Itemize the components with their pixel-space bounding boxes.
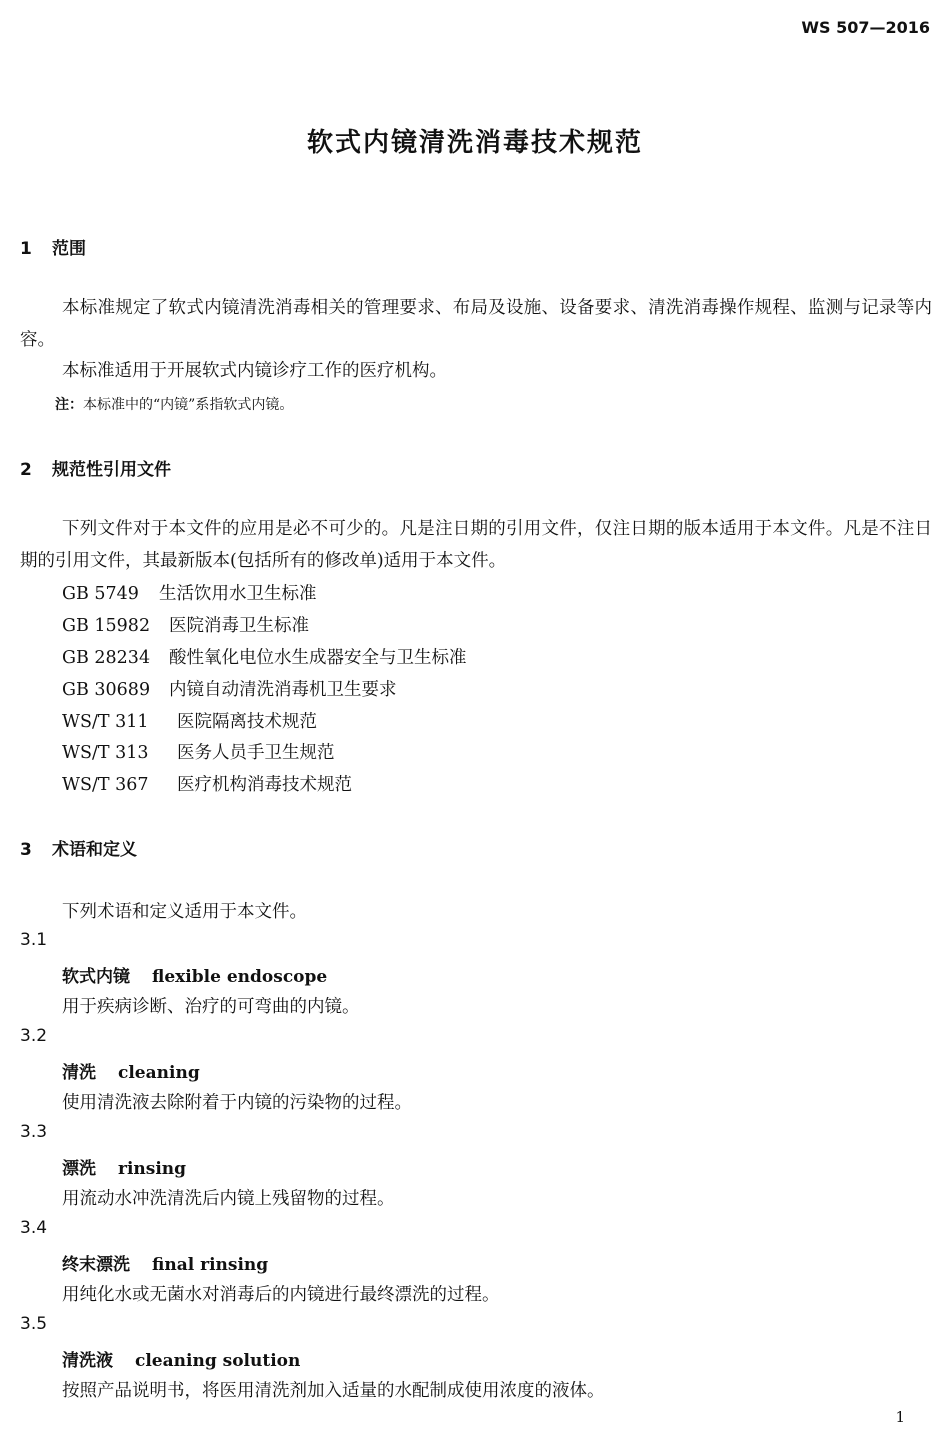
term-definition: 按照产品说明书，将医用清洗剂加入适量的水配制成使用浓度的液体。 (62, 1381, 605, 1401)
reference-title: 医务人员手卫生规范 (177, 743, 335, 763)
term-en: cleaning solution (135, 1351, 301, 1371)
reference-title: 医疗机构消毒技术规范 (177, 775, 352, 795)
normative-references-paragraph: 下列文件对于本文件的应用是必不可少的。凡是注日期的引用文件，仅注日期的版本适用于本文件。凡是不注日期的引用文件，其最新版本(包括所有的修改单)适用于本文件。 (20, 519, 932, 571)
term-number: 3.1 (20, 930, 48, 950)
terms-intro: 下列术语和定义适用于本文件。 (62, 902, 307, 922)
term-zh: 软式内镜 (62, 967, 130, 987)
reference-code: WS/T 311 (62, 712, 149, 732)
reference-item (62, 739, 335, 764)
reference-title: 内镜自动清洗消毒机卫生要求 (169, 680, 397, 700)
section-number: 1 (20, 239, 32, 259)
term-en: cleaning (118, 1063, 200, 1083)
term-heading (62, 1346, 300, 1371)
reference-code: WS/T 367 (62, 775, 149, 795)
reference-title: 医院隔离技术规范 (177, 712, 317, 732)
reference-item (62, 612, 309, 637)
term-definition: 使用清洗液去除附着于内镜的污染物的过程。 (62, 1093, 412, 1113)
term-number: 3.2 (20, 1026, 48, 1046)
term-definition: 用纯化水或无菌水对消毒后的内镜进行最终漂洗的过程。 (62, 1285, 500, 1305)
section-title: 范围 (52, 239, 86, 259)
section-number: 3 (20, 840, 32, 860)
section-title: 术语和定义 (52, 840, 137, 860)
reference-code: GB 28234 (62, 648, 151, 668)
term-definition: 用流动水冲洗清洗后内镜上残留物的过程。 (62, 1189, 395, 1209)
reference-code: GB 30689 (62, 680, 151, 700)
term-heading (62, 1058, 200, 1083)
scope-paragraph-1: 本标准规定了软式内镜清洗消毒相关的管理要求、布局及设施、设备要求、清洗消毒操作规程、监测与记录等内容。 (20, 298, 932, 350)
reference-title: 生活饮用水卫生标准 (159, 584, 317, 604)
term-zh: 清洗 (62, 1063, 96, 1083)
scope-paragraph-2: 本标准适用于开展软式内镜诊疗工作的医疗机构。 (62, 361, 447, 381)
page-number: 1 (895, 1408, 905, 1426)
scope-note (55, 394, 293, 414)
reference-item (62, 644, 467, 669)
reference-code: GB 15982 (62, 616, 151, 636)
term-zh: 终末漂洗 (62, 1255, 130, 1275)
section-3-heading (20, 835, 137, 860)
note-label: 注： (55, 397, 83, 413)
document-title: 软式内镜清洗消毒技术规范 (306, 128, 643, 158)
note-text: 本标准中的“内镜”系指软式内镜。 (83, 397, 294, 413)
term-heading (62, 1250, 268, 1275)
term-number: 3.3 (20, 1122, 48, 1142)
reference-title: 酸性氧化电位水生成器安全与卫生标准 (169, 648, 467, 668)
section-number: 2 (20, 460, 32, 480)
section-title: 规范性引用文件 (52, 460, 171, 480)
term-zh: 清洗液 (62, 1351, 113, 1371)
term-heading (62, 1154, 186, 1179)
standard-code: WS 507—2016 (801, 18, 930, 37)
reference-code: WS/T 313 (62, 743, 149, 763)
term-heading (62, 962, 327, 987)
reference-item (62, 580, 317, 605)
term-definition: 用于疾病诊断、治疗的可弯曲的内镜。 (62, 997, 360, 1017)
term-en: flexible endoscope (152, 967, 328, 987)
term-zh: 漂洗 (62, 1159, 96, 1179)
term-number: 3.5 (20, 1314, 48, 1334)
term-en: final rinsing (152, 1255, 269, 1275)
section-2-heading (20, 455, 171, 480)
reference-code: GB 5749 (62, 584, 139, 604)
section-1-heading (20, 234, 86, 259)
reference-item (62, 676, 397, 701)
term-number: 3.4 (20, 1218, 48, 1238)
term-en: rinsing (118, 1159, 187, 1179)
reference-item (62, 708, 317, 733)
reference-title: 医院消毒卫生标准 (169, 616, 309, 636)
reference-item (62, 771, 352, 796)
